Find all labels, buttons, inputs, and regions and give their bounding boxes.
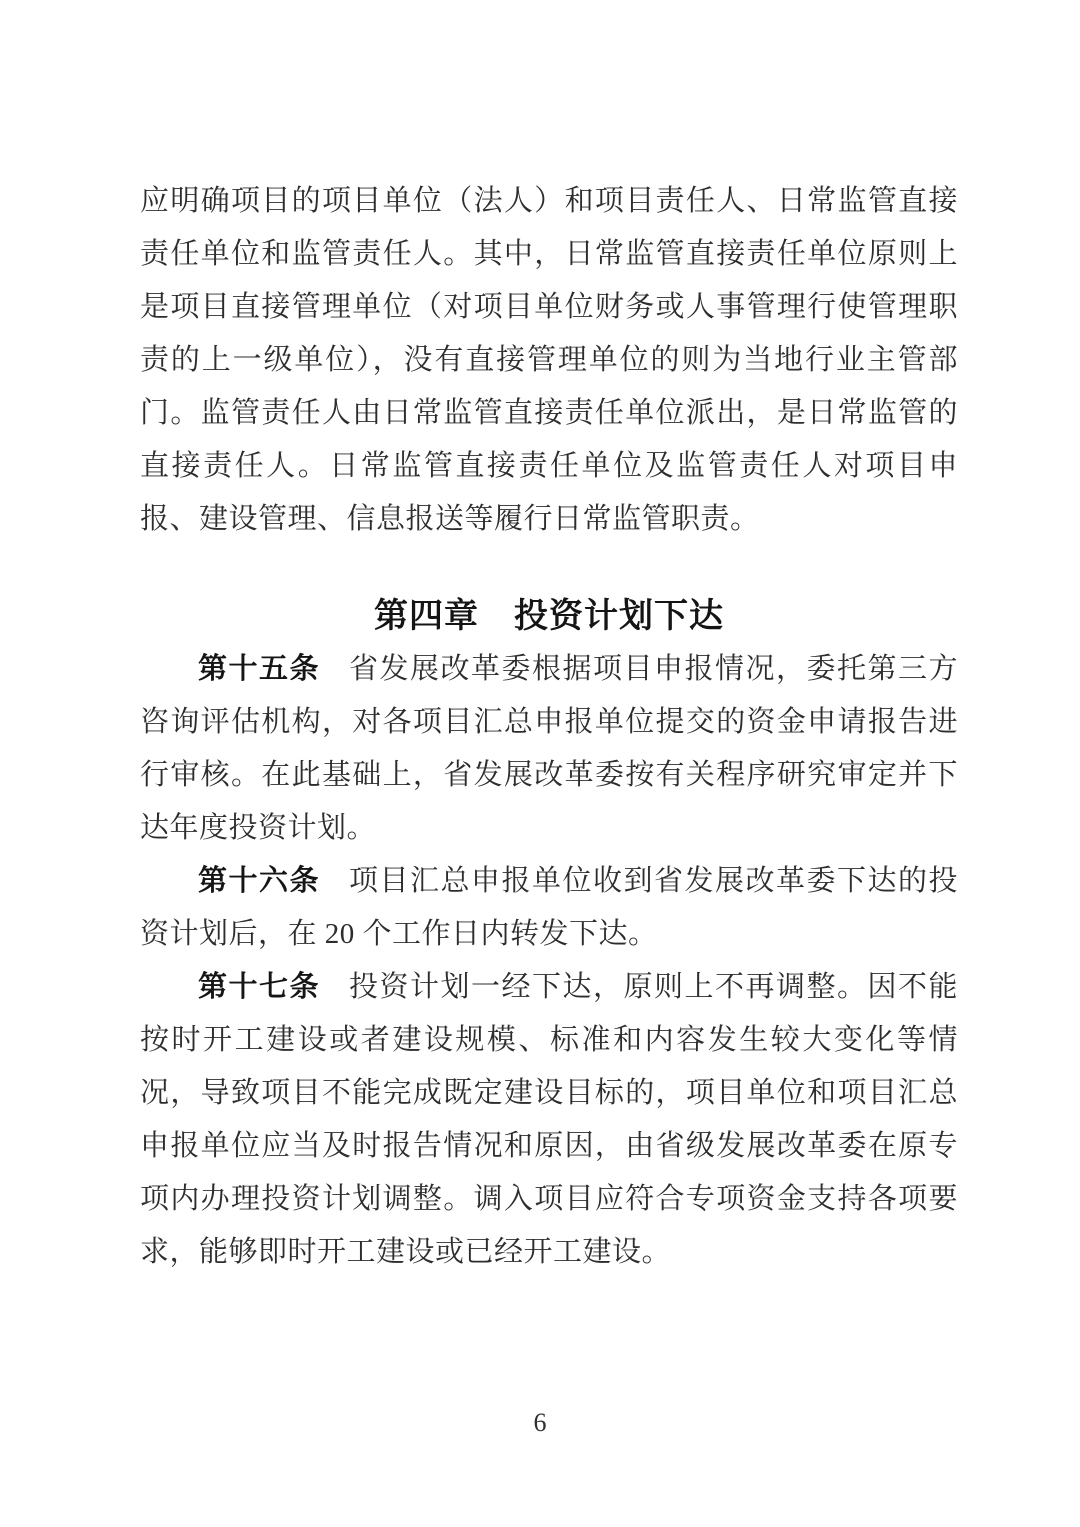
article-17-text: 投资计划一经下达，原则上不再调整。因不能按时开工建设或者建设规模、标准和内容发生较大变化等情况，导致项目不能完成既定建设目标的，项目单位和项目汇总申报单位应当及时报告情况和原因，由省级发展改革委在原专项内办理投资计划调整。调入项目应符合专项资金支持各项要求，能够即时开工建设或已经开工建设。: [140, 971, 958, 1268]
article-17-paragraph: [140, 961, 958, 1279]
article-15-text: 省发展改革委根据项目申报情况，委托第三方咨询评估机构，对各项目汇总申报单位提交的资金申请报告进行审核。在此基础上，省发展改革委按有关程序研究审定并下达年度投资计划。: [140, 653, 958, 844]
paragraph-supervision-continuation: 应明确项目的项目单位（法人）和项目责任人、日常监管直接责任单位和监管责任人。其中，日常监管直接责任单位原则上是项目直接管理单位（对项目单位财务或人事管理行使管理职责的上一级单位），没有直接管理单位的则为当地行业主管部门。监管责任人由日常监管直接责任单位派出，是日常监管的直接责任人。日常监管直接责任单位及监管责任人对项目申报、建设管理、信息报送等履行日常监管职责。: [140, 185, 958, 535]
article-15-paragraph: [140, 643, 958, 855]
article-15-label: 第十五条: [198, 653, 320, 685]
chapter-heading: 第四章 投资计划下达: [374, 597, 724, 635]
article-16-paragraph: [140, 855, 958, 961]
article-16-label: 第十六条: [198, 865, 320, 897]
document-body: [140, 175, 958, 1279]
page-number: 6: [533, 1408, 547, 1437]
article-17-label: 第十七条: [198, 971, 320, 1003]
article-16-text: 项目汇总申报单位收到省发展改革委下达的投资计划后，在 20 个工作日内转发下达。: [140, 865, 958, 950]
